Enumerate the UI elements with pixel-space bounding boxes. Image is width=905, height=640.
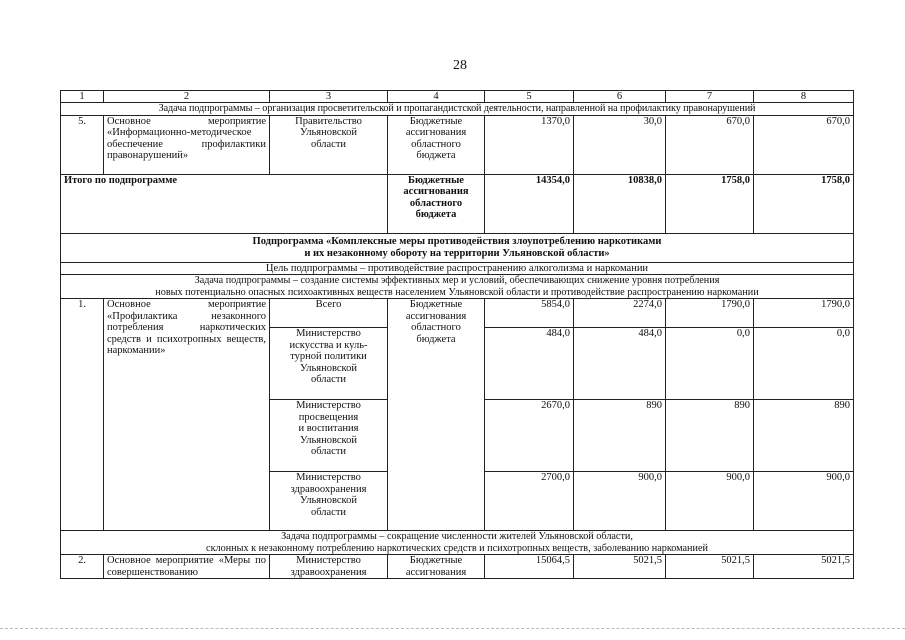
total-amount: 2670,0 xyxy=(485,400,574,472)
task-text: Задача подпрограммы – создание системы эффективных мер и условий, обеспечивающих снижение уровня потребления новых потенциально опасных психоактивных веществ населением Ульяновской области и противодействие распространению наркомании xyxy=(61,275,854,299)
scan-edge-line xyxy=(0,628,905,629)
activity-name: Основное мероприятие «Информационно-методическое обеспечение профилактики правонарушений» xyxy=(104,115,270,174)
amount-year-1: 10838,0 xyxy=(574,174,666,233)
executor: Министерство здравоохранения xyxy=(270,555,388,579)
funding-source: Бюджетные ассигнования областного бюджета xyxy=(388,115,485,174)
amount-year-3: 1790,0 xyxy=(754,299,854,328)
task-row-prevention xyxy=(61,275,854,299)
executor: Министерство здравоохранения Ульяновской области xyxy=(270,472,388,531)
funding-source: Бюджетные ассигнования xyxy=(388,555,485,579)
funding-source: Бюджетные ассигнования областного бюджета xyxy=(388,299,485,531)
total-amount: 484,0 xyxy=(485,328,574,400)
amount-year-2: 1790,0 xyxy=(666,299,754,328)
column-number: 8 xyxy=(754,91,854,103)
column-number: 5 xyxy=(485,91,574,103)
amount-year-1: 484,0 xyxy=(574,328,666,400)
activity-name: Основное мероприятие «Меры по совершенствованию xyxy=(104,555,270,579)
task-text: Задача подпрограммы – организация просветительской и пропагандистской деятельности, направленной на профилактику правонарушений xyxy=(61,103,854,116)
amount-year-2: 0,0 xyxy=(666,328,754,400)
row-number: 2. xyxy=(61,555,104,579)
amount-year-3: 890 xyxy=(754,400,854,472)
executor: Правительство Ульяновской области xyxy=(270,115,388,174)
executor: Министерство искусства и куль- турной политики Ульяновской области xyxy=(270,328,388,400)
total-amount: 2700,0 xyxy=(485,472,574,531)
table-row-subtotal xyxy=(61,174,854,233)
column-number: 3 xyxy=(270,91,388,103)
amount-year-2: 5021,5 xyxy=(666,555,754,579)
executor: Министерство просвещения и воспитания Ульяновской области xyxy=(270,400,388,472)
column-number: 2 xyxy=(104,91,270,103)
funding-source: Бюджетные ассигнования областного бюджета xyxy=(388,174,485,233)
task-row-education xyxy=(61,103,854,116)
amount-year-1: 5021,5 xyxy=(574,555,666,579)
amount-year-3: 0,0 xyxy=(754,328,854,400)
goal-row xyxy=(61,262,854,275)
column-number: 7 xyxy=(666,91,754,103)
executor: Всего xyxy=(270,299,388,328)
row-number: 1. xyxy=(61,299,104,531)
amount-year-1: 2274,0 xyxy=(574,299,666,328)
task-row-reduction xyxy=(61,531,854,555)
amount-year-3: 900,0 xyxy=(754,472,854,531)
amount-year-3: 1758,0 xyxy=(754,174,854,233)
amount-year-3: 5021,5 xyxy=(754,555,854,579)
subprogram-title-row xyxy=(61,233,854,262)
table-row-activity-2 xyxy=(61,555,854,579)
column-number: 4 xyxy=(388,91,485,103)
amount-year-2: 670,0 xyxy=(666,115,754,174)
task-text: Задача подпрограммы – сокращение численности жителей Ульяновской области, склонных к незаконному потреблению наркотических средств и психотропных веществ, заболеванию наркоманией xyxy=(61,531,854,555)
total-amount: 1370,0 xyxy=(485,115,574,174)
amount-year-1: 890 xyxy=(574,400,666,472)
column-number-row xyxy=(61,91,854,103)
column-number: 1 xyxy=(61,91,104,103)
amount-year-2: 890 xyxy=(666,400,754,472)
budget-table xyxy=(60,90,854,579)
subprogram-title: Подпрограмма «Комплексные меры противодействия злоупотреблению наркотиками и их незаконному обороту на территории Ульяновской области» xyxy=(61,233,854,262)
amount-year-1: 900,0 xyxy=(574,472,666,531)
total-amount: 14354,0 xyxy=(485,174,574,233)
table-row-activity-1-total xyxy=(61,299,854,328)
amount-year-1: 30,0 xyxy=(574,115,666,174)
row-number: 5. xyxy=(61,115,104,174)
amount-year-2: 900,0 xyxy=(666,472,754,531)
column-number: 6 xyxy=(574,91,666,103)
subtotal-label: Итого по подпрограмме xyxy=(61,174,388,233)
amount-year-2: 1758,0 xyxy=(666,174,754,233)
table-row-activity-5 xyxy=(61,115,854,174)
page-number: 28 xyxy=(453,58,467,73)
amount-year-3: 670,0 xyxy=(754,115,854,174)
goal-text: Цель подпрограммы – противодействие распространению алкоголизма и наркомании xyxy=(61,262,854,275)
activity-name: Основное мероприятие «Профилактика незаконного потребления наркотических средств и психотропных веществ, наркомании» xyxy=(104,299,270,531)
total-amount: 15064,5 xyxy=(485,555,574,579)
total-amount: 5854,0 xyxy=(485,299,574,328)
